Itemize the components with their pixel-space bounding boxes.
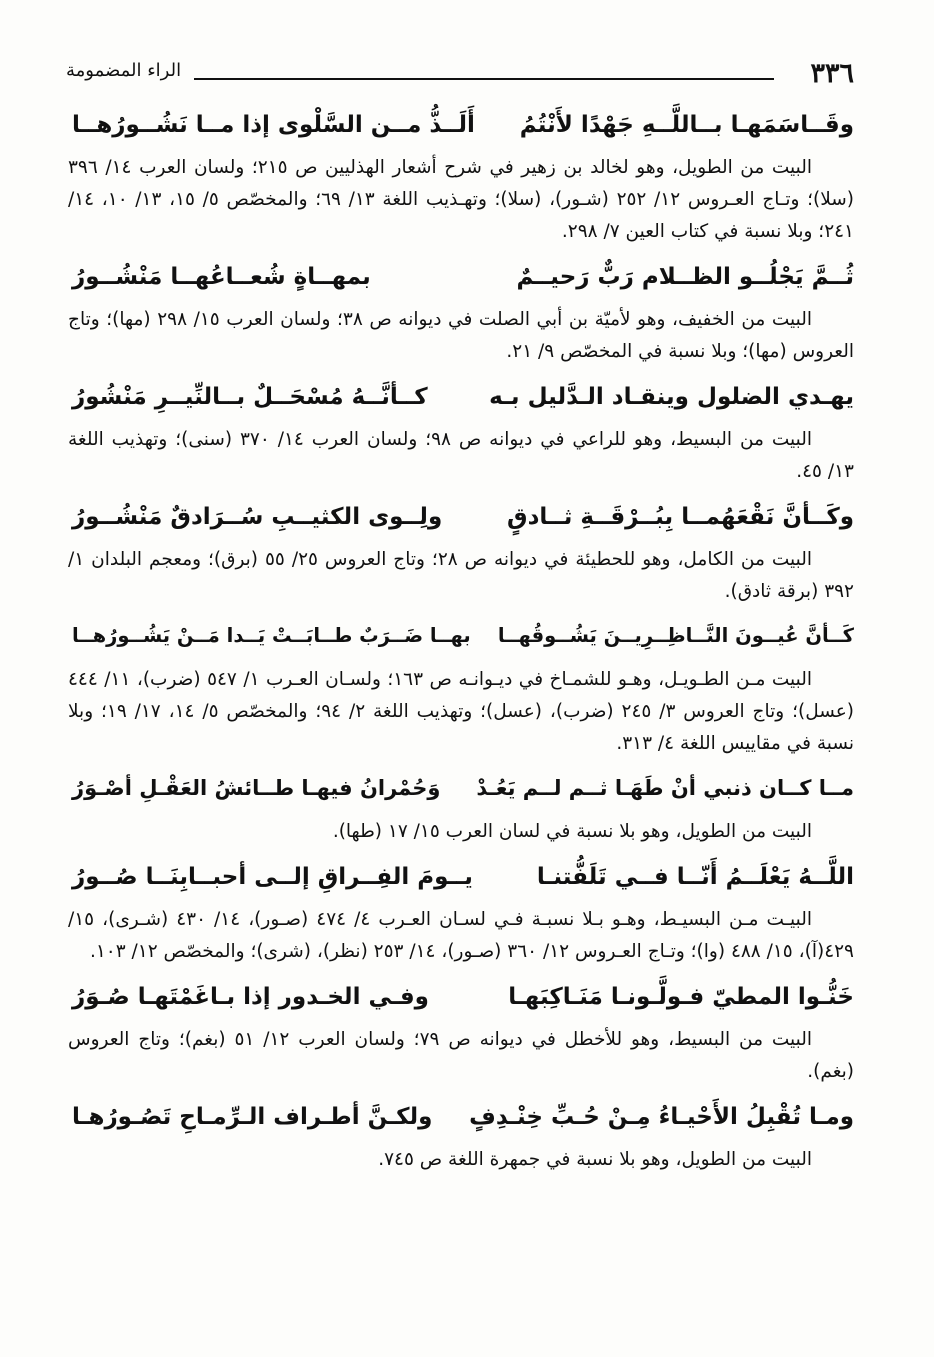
verse-first-hemistich: ومـا تُقْبِلُ الأَحْيـاءُ مِـنْ حُـبِّ خِنْـدِفٍ bbox=[469, 1104, 854, 1130]
page-number: ٣٣٦ bbox=[810, 58, 854, 89]
commentary-text: البيت من الكامل، وهو للحطيئة في ديوانه ص ٢٨؛ وتاج العروس ٢٥/ ٥٥ (برق)؛ ومعجم البلدان ١/ ٣٩٢ (برقة ثادق). bbox=[68, 549, 854, 602]
verse-line bbox=[66, 104, 854, 152]
commentary-text: البيت من الطويل، وهو لخالد بن زهير في شرح أشعار الهذليين ص ٢١٥؛ ولسان العرب ١٤/ ٣٩٦ (سلا)؛ وتـاج العـروس ١٢/ ٢٥٢ (شـور)، (سلا)؛ وتهـذيب اللغة ١٣/ ٦٩؛ والمخصّص ٥/ ١٥، ١٣/ ١٠، ١٤/ ٢٤١؛ وبلا نسبة في كتاب العين ٧/ ٢٩٨. bbox=[68, 157, 854, 242]
verse-second-hemistich: ولكـنَّ أطـراف الـرِّمـاحِ تَصُـورُهـا bbox=[72, 1104, 433, 1130]
verse-second-hemistich: بمهــاةٍ شُعــاعُهــا مَنْشُــورُ bbox=[72, 264, 371, 290]
verse-line bbox=[66, 376, 854, 424]
commentary-text: البيت من الطويل، وهو بلا نسبة في جمهرة اللغة ص ٧٤٥. bbox=[378, 1149, 812, 1170]
verse-entry bbox=[66, 976, 854, 1088]
verse-entry bbox=[66, 256, 854, 368]
verse-entry bbox=[66, 856, 854, 968]
header-rule bbox=[194, 78, 774, 80]
verse-first-hemistich: وقَــاسَمَهـا بــاللَّــهِ جَهْدًا لأَنْتُمُ bbox=[519, 112, 854, 138]
verse-entry bbox=[66, 376, 854, 488]
verse-line bbox=[66, 1096, 854, 1144]
verse-second-hemistich: ولِــوى الكثيــبِ سُــرَادقٌ مَنْشُــورُ bbox=[72, 504, 443, 530]
verse-entry bbox=[66, 104, 854, 248]
verse-second-hemistich: وَحُمْرانُ فيهـا طــائشُ العَقْـلِ أصْـوَرُ bbox=[72, 776, 441, 800]
verse-commentary bbox=[66, 816, 854, 848]
verse-commentary bbox=[66, 304, 854, 368]
book-page bbox=[66, 0, 854, 1357]
verse-first-hemistich: مــا كــان ذنبي أنْ طَهَـا ثــم لــم يَعُـدْ bbox=[476, 776, 854, 800]
verse-entry bbox=[66, 496, 854, 608]
verse-commentary bbox=[66, 1144, 854, 1176]
commentary-text: البيت من الخفيف، وهو لأميّة بن أبي الصلت في ديوانه ص ٣٨؛ ولسان العرب ١٥/ ٢٩٨ (مها)؛ وتاج العروس (مها)؛ وبلا نسبة في المخصّص ٩/ ٢١. bbox=[68, 309, 854, 362]
verse-first-hemistich: ثُــمَّ يَجْلُــو الظــلام رَبٌّ رَحيــمٌ bbox=[516, 264, 854, 290]
commentary-text: البيت مـن الطـويـل، وهـو للشمـاخ في ديـوانـه ص ١٦٣؛ ولسـان العـرب ١/ ٥٤٧ (ضرب)، ١١/ ٤٤٤ (عسل)؛ وتاج العروس ٣/ ٢٤٥ (ضرب)، (عسل)؛ وتهذيب اللغة ٢/ ٩٤؛ والمخصّص ٥/ ١٤، ١٧/ ١٩؛ وبلا نسبة في مقاييس اللغة ٤/ ٣١٣. bbox=[68, 669, 854, 754]
verse-second-hemistich: بهــا ضَــرَبٌ طــابَــتْ يَــدا مَــنْ يَشُــورُهــا bbox=[72, 624, 471, 647]
verse-line bbox=[66, 976, 854, 1024]
verse-commentary bbox=[66, 904, 854, 968]
verse-first-hemistich: كَــأنَّ عُيــونَ النَّــاظِــرِيــنَ يَشُــوقُهــا bbox=[497, 624, 854, 647]
running-title: الراء المضمومة bbox=[66, 60, 182, 81]
commentary-text: البيت من البسيط، وهو للأخطل في ديوانه ص ٧٩؛ ولسان العرب ١٢/ ٥١ (بغم)؛ وتاج العروس (بغم). bbox=[68, 1029, 854, 1082]
verse-line bbox=[66, 256, 854, 304]
verse-entry bbox=[66, 768, 854, 848]
verse-first-hemistich: خَنُّـوا المطيّ فـولَّـونـا مَنَـاكِبَهـا bbox=[508, 984, 854, 1010]
verse-commentary bbox=[66, 1024, 854, 1088]
commentary-text: البيت من الطويل، وهو بلا نسبة في لسان العرب ١٥/ ١٧ (طها). bbox=[332, 821, 812, 842]
commentary-text: البيت من البسيط، وهو للراعي في ديوانه ص ٩٨؛ ولسان العرب ١٤/ ٣٧٠ (سنى)؛ وتهذيب اللغة ١٣/ ٤٥. bbox=[68, 429, 854, 482]
verse-commentary bbox=[66, 152, 854, 248]
verse-second-hemistich: كــأنَّــهُ مُسْحَــلٌ بــالنِّيــرِ مَنْشُورُ bbox=[72, 384, 428, 410]
verse-line bbox=[66, 496, 854, 544]
verse-line bbox=[66, 856, 854, 904]
verse-first-hemistich: يهـدي الضلول وينقـاد الـدَّليل بـه bbox=[489, 384, 854, 410]
verse-commentary bbox=[66, 664, 854, 760]
commentary-text: البيـت مـن البسيـط، وهـو بـلا نسبـة فـي لسـان العـرب ٤/ ٤٧٤ (صـور)، ١٤/ ٤٣٠ (شـرى)، ١٥/ ٤٢٩(آ)، ١٥/ ٤٨٨ (وا)؛ وتـاج العـروس ١٢/ ٣٦٠ (صـور)، ١٤/ ٢٥٣ (نظر)، (شرى)؛ والمخصّص ١٢/ ١٠٣. bbox=[68, 909, 854, 962]
page-header bbox=[66, 52, 854, 92]
verse-second-hemistich: أَلَــذُّ مــن السَّلْوى إذا مــا نَشُــورُهــا bbox=[72, 112, 475, 138]
verse-second-hemistich: يــومَ الفِــراقِ إلــى أحبــابِنَــا صُــورُ bbox=[72, 864, 473, 890]
verse-entry bbox=[66, 1096, 854, 1176]
verse-line bbox=[66, 768, 854, 816]
verse-first-hemistich: وكَــأنَّ نَقْعَهُمــا بِبُــرْقَــةِ ثــادقٍ bbox=[507, 504, 854, 530]
verse-entry bbox=[66, 616, 854, 760]
verse-line bbox=[66, 616, 854, 664]
verse-second-hemistich: وفـي الخـدور إذا بـاغَمْتَهـا صُـوَرُ bbox=[72, 984, 429, 1010]
verse-commentary bbox=[66, 424, 854, 488]
verse-first-hemistich: اللَّــهُ يَعْلَــمُ أَنّــا فــي تَلَفُّتنـا bbox=[536, 864, 854, 890]
entries-list bbox=[66, 104, 854, 1184]
verse-commentary bbox=[66, 544, 854, 608]
